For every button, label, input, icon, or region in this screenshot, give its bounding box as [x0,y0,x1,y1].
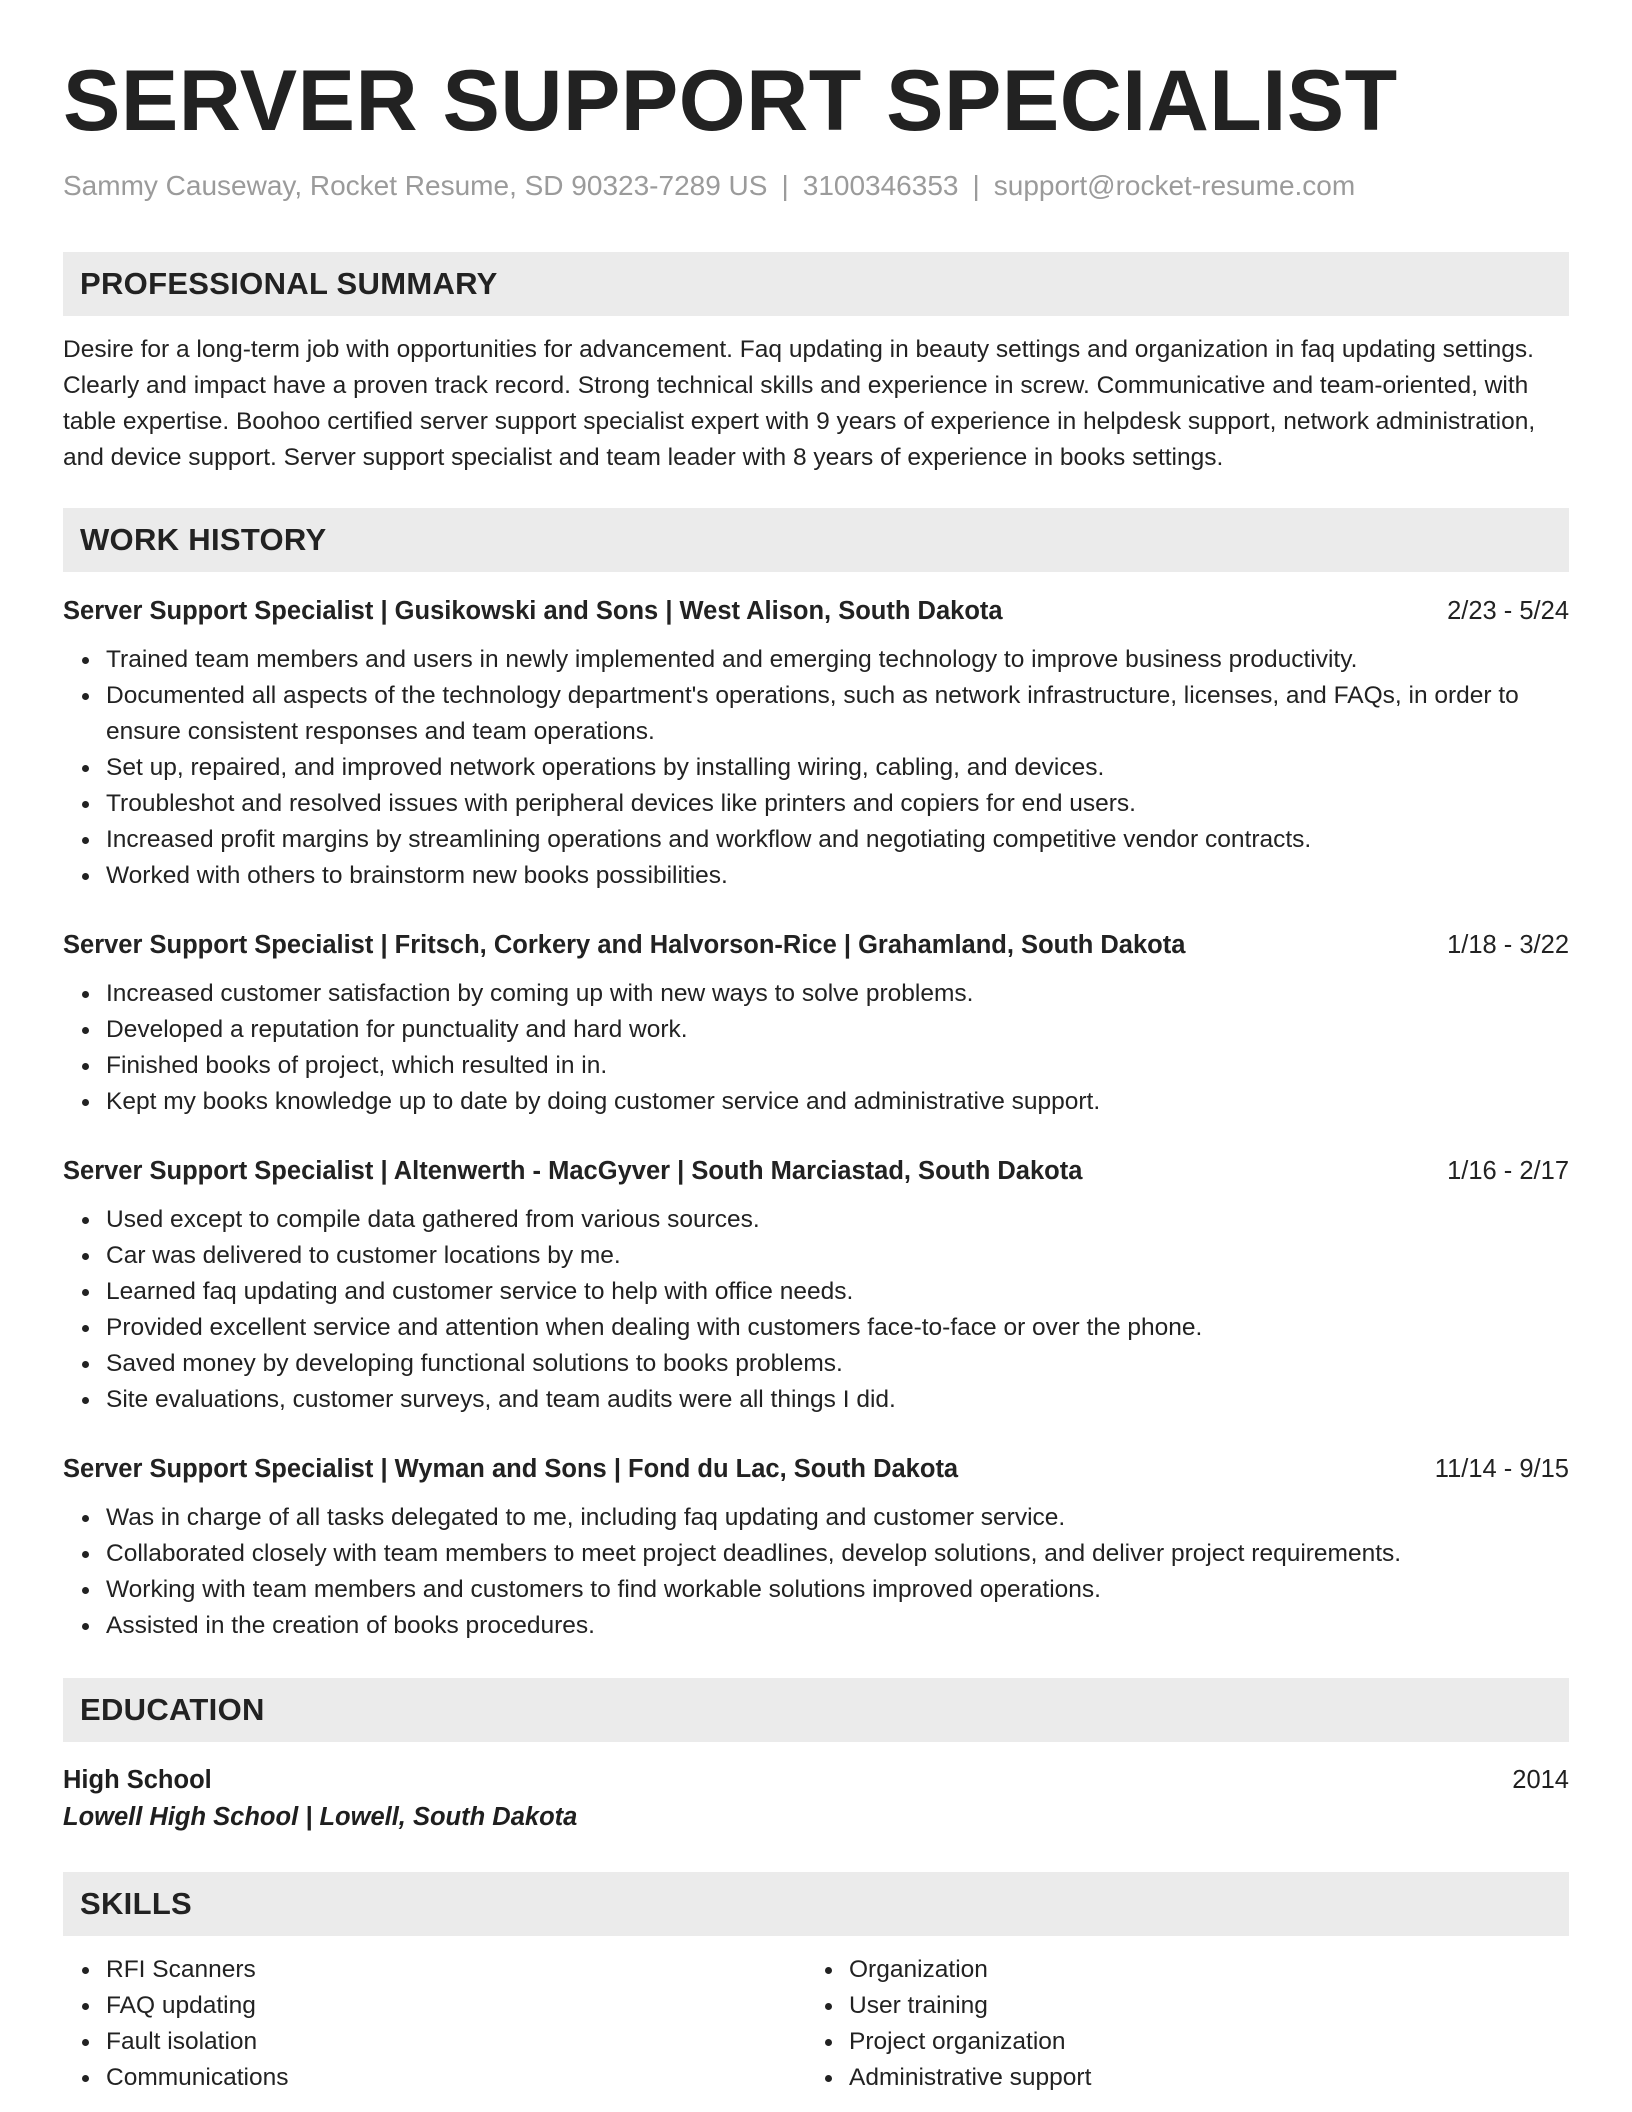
job-title: Server Support Specialist | Altenwerth - MacGyver | South Marciastad, South Dakota [63,1157,1083,1185]
skills-list [63,1952,806,2096]
job-bullet: Collaborated closely with team members to meet project deadlines, develop solutions, and deliver project requirements. [106,1536,1569,1572]
job-entry [63,1154,1569,1418]
job-header [63,594,1569,628]
skill-item: RFI Scanners [106,1952,806,1988]
job-dates: 2/23 - 5/24 [1447,597,1569,625]
skill-item: FAQ updating [106,1988,806,2024]
job-bullet: Trained team members and users in newly implemented and emerging technology to improve business productivity. [106,642,1569,678]
job-dates: 1/18 - 3/22 [1447,931,1569,959]
education-degree: High School [63,1766,212,1794]
job-bullets [63,976,1569,1120]
job-bullets [63,1202,1569,1418]
job-bullet: Developed a reputation for punctuality and hard work. [106,1012,1569,1048]
job-bullets [63,1500,1569,1644]
resume-title: SERVER SUPPORT SPECIALIST [63,53,1398,149]
job-bullets [63,642,1569,894]
job-header [63,1452,1569,1486]
job-bullet: Provided excellent service and attention when dealing with customers face-to-face or over the phone. [106,1310,1569,1346]
job-entry [63,594,1569,894]
section-heading-summary: PROFESSIONAL SUMMARY [63,252,1569,316]
section-heading-education: EDUCATION [63,1678,1569,1742]
job-bullet: Increased customer satisfaction by coming up with new ways to solve problems. [106,976,1569,1012]
section-heading-skills: SKILLS [63,1872,1569,1936]
skill-item: User training [849,1988,1549,2024]
contact-separator: | [972,170,980,201]
section-heading-work-history: WORK HISTORY [63,508,1569,572]
job-bullet: Saved money by developing functional solutions to books problems. [106,1346,1569,1382]
job-header [63,928,1569,962]
skill-item: Administrative support [849,2060,1549,2096]
skills-list [806,1952,1549,2096]
job-bullet: Working with team members and customers to find workable solutions improved operations. [106,1572,1569,1608]
job-bullet: Troubleshot and resolved issues with peripheral devices like printers and copiers for end users. [106,786,1569,822]
contact-address: Sammy Causeway, Rocket Resume, SD 90323-7289 US [63,170,768,201]
job-bullet: Was in charge of all tasks delegated to me, including faq updating and customer service. [106,1500,1569,1536]
skill-item: Organization [849,1952,1549,1988]
skills-column-right [806,1952,1549,2096]
job-bullet: Documented all aspects of the technology department's operations, such as network infrastructure, licenses, and FAQs, in order to ensure consistent responses and team operations. [106,678,1569,750]
job-bullet: Finished books of project, which resulted in in. [106,1048,1569,1084]
job-bullet: Set up, repaired, and improved network operations by installing wiring, cabling, and devices. [106,750,1569,786]
job-bullet: Learned faq updating and customer service to help with office needs. [106,1274,1569,1310]
job-title: Server Support Specialist | Fritsch, Corkery and Halvorson-Rice | Grahamland, South Dakota [63,931,1186,959]
education-year: 2014 [1512,1766,1569,1794]
skill-item: Project organization [849,2024,1549,2060]
education-row [63,1762,1569,1798]
education-school: Lowell High School | Lowell, South Dakota [63,1803,578,1831]
skill-item: Communications [106,2060,806,2096]
job-entry [63,928,1569,1120]
job-bullet: Kept my books knowledge up to date by doing customer service and administrative support. [106,1084,1569,1120]
job-entry [63,1452,1569,1644]
job-dates: 1/16 - 2/17 [1447,1157,1569,1185]
job-title: Server Support Specialist | Gusikowski and Sons | West Alison, South Dakota [63,597,1003,625]
job-dates: 11/14 - 9/15 [1434,1455,1569,1483]
job-bullet: Site evaluations, customer surveys, and team audits were all things I did. [106,1382,1569,1418]
job-title: Server Support Specialist | Wyman and Sons | Fond du Lac, South Dakota [63,1455,959,1483]
skills-grid [63,1952,1569,2096]
job-bullet: Increased profit margins by streamlining operations and workflow and negotiating competitive vendor contracts. [106,822,1569,858]
summary-text: Desire for a long-term job with opportunities for advancement. Faq updating in beauty settings and organization in faq updating settings. Clearly and impact have a proven track record. Strong technical skills and experience in screw. Communicative and team-oriented, with table expertise. Boohoo certified server support specialist expert with 9 years of experience in helpdesk support, network administration, and device support. Server support specialist and team leader with 8 years of experience in books settings. [63,336,1536,471]
job-bullet: Assisted in the creation of books procedures. [106,1608,1569,1644]
contact-line [63,170,1569,202]
job-bullet: Worked with others to brainstorm new books possibilities. [106,858,1569,894]
contact-separator: | [781,170,789,201]
contact-phone: 3100346353 [802,170,959,201]
skills-column-left [63,1952,806,2096]
job-bullet: Car was delivered to customer locations by me. [106,1238,1569,1274]
contact-email: support@rocket-resume.com [993,170,1356,201]
job-header [63,1154,1569,1188]
job-bullet: Used except to compile data gathered from various sources. [106,1202,1569,1238]
skill-item: Fault isolation [106,2024,806,2060]
